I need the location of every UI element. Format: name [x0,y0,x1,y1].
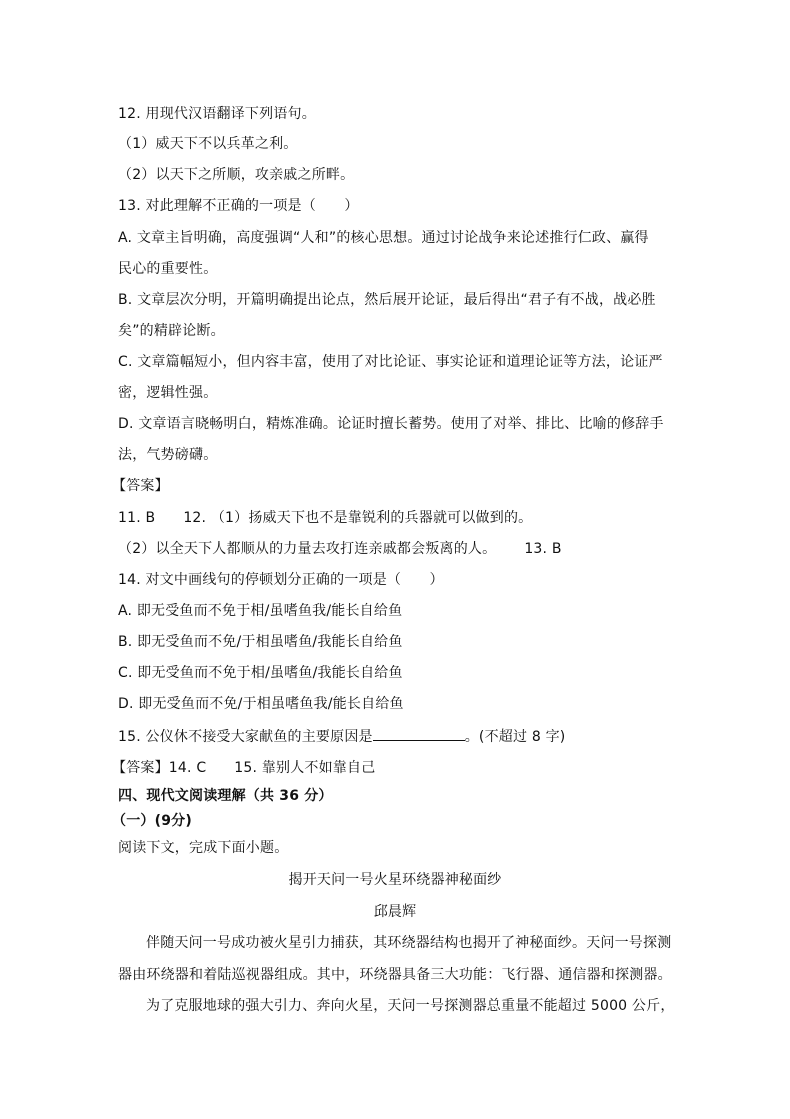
question-15-tail: 。(不超过 8 字) [464,729,566,745]
section-subtitle: （一）(9分) [112,813,192,829]
answer-13: 13. B [524,541,562,557]
question-13-option-b-line-2: 矣”的精辟论断。 [118,323,225,339]
article-author: 邱晨辉 [373,904,417,920]
question-13-option-d-line-1: D. 文章语言晓畅明白，精炼准确。论证时擅长蓄势。使用了对举、排比、比喻的修辞手 [118,416,664,432]
reading-instruction: 阅读下文，完成下面小题。 [118,840,289,856]
question-12-stem: 12. 用现代汉语翻译下列语句。 [118,106,316,122]
question-15-stem: 15. 公仪休不接受大家献鱼的主要原因是 [118,729,373,745]
question-13-option-c-line-1: C. 文章篇幅短小，但内容丰富，使用了对比论证、事实论证和道理论证等方法，论证严 [118,354,663,370]
question-13-option-c-line-2: 密，逻辑性强。 [118,385,218,401]
answer-14: 【答案】14. C [112,760,207,776]
question-14-option-b: B. 即无受鱼而不免/于相虽嗜鱼/我能长自给鱼 [118,634,403,650]
question-13-option-b-line-1: B. 文章层次分明，开篇明确提出论点，然后展开论证，最后得出“君子有不战，战必胜 [118,292,656,308]
question-13-option-a-line-1: A. 文章主旨明确，高度强调“人和”的核心思想。通过讨论战争来论述推行仁政、赢得 [118,230,649,246]
question-14-option-a: A. 即无受鱼而不免于相/虽嗜鱼我/能长自给鱼 [118,603,403,619]
answer-15: 15. 靠别人不如靠自己 [234,760,376,776]
article-paragraph-1-line-1: 伴随天问一号成功被火星引力捕获，其环绕器结构也揭开了神秘面纱。天问一号探测 [146,935,672,951]
answer-12-part-2: （2）以全天下人都顺从的力量去攻打连亲戚都会叛离的人。 [118,541,497,557]
answer-label: 【答案】 [112,478,169,494]
question-13-option-d-line-2: 法，气势磅礴。 [118,447,218,463]
question-13-option-a-line-2: 民心的重要性。 [118,261,218,277]
question-13-stem: 13. 对此理解不正确的一项是（ ） [118,198,359,214]
question-14-option-d: D. 即无受鱼而不免/于相虽嗜鱼我/能长自给鱼 [118,696,404,712]
answer-line-1 [118,508,532,528]
question-12-sentence-2: （2）以天下之所顺，攻亲戚之所畔。 [118,167,355,183]
question-14-option-c: C. 即无受鱼而不免于相/虽嗜鱼/我能长自给鱼 [118,665,403,681]
answer-line-3 [112,758,375,778]
question-15 [118,726,565,747]
question-12-sentence-1: （1）威天下不以兵革之利。 [118,136,298,152]
article-paragraph-2-line-1: 为了克服地球的强大引力、奔向火星，天问一号探测器总重量不能超过 5000 公斤， [146,998,675,1014]
answer-blank [373,726,465,741]
question-14-stem: 14. 对文中画线句的停顿划分正确的一项是（ ） [118,572,444,588]
answer-11: 11. B [118,510,156,526]
answer-12: 12. （1）扬威天下也不是靠锐利的兵器就可以做到的。 [183,510,533,526]
section-title: 四、现代文阅读理解（共 36 分） [118,788,333,804]
answer-line-2 [118,539,562,559]
article-paragraph-1-line-2: 器由环绕器和着陆巡视器组成。其中，环绕器具备三大功能：飞行器、通信器和探测器。 [118,967,672,983]
article-title: 揭开天问一号火星环绕器神秘面纱 [288,872,502,888]
